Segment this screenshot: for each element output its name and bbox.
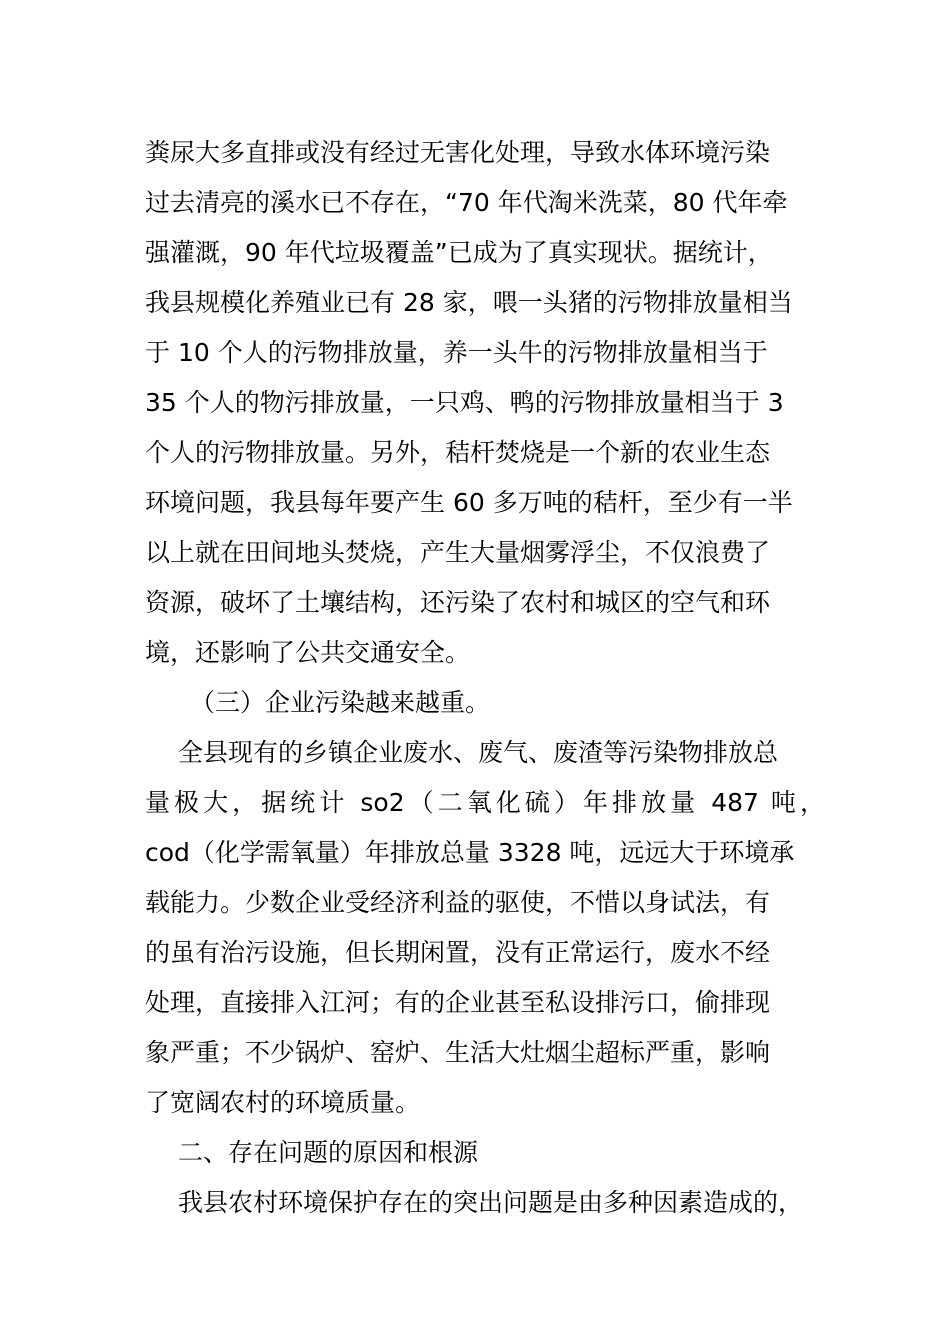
paragraph-line: 量极大，据统计 so2（二氧化硫）年排放量 487 吨， — [145, 788, 825, 817]
paragraph-line: 35 个人的物污排放量，一只鸡、鸭的污物排放量相当于 3 — [145, 388, 784, 417]
paragraph-line: 境，还影响了公共交通安全。 — [145, 638, 471, 667]
paragraph-line: 我县规模化养殖业已有 28 家，喂一头猪的污物排放量相当 — [145, 288, 793, 317]
paragraph-line: 资源，破坏了土壤结构，还污染了农村和城区的空气和环 — [145, 588, 771, 617]
document-body — [145, 128, 825, 1228]
paragraph-line: 象严重；不少锅炉、窑炉、生活大灶烟尘超标严重，影响 — [145, 1038, 771, 1067]
paragraph-line: 过去清亮的溪水已不存在，“70 年代淘米洗菜，80 代年牵 — [145, 188, 788, 217]
subheading-enterprise-pollution: （三）企业污染越来越重。 — [190, 688, 491, 717]
paragraph-line: 环境问题，我县每年要产生 60 多万吨的秸杆，至少有一半 — [145, 488, 793, 517]
paragraph-line: 以上就在田间地头焚烧，产生大量烟雾浮尘，不仅浪费了 — [145, 538, 771, 567]
paragraph-line: 的虽有治污设施，但长期闲置，没有正常运行，废水不经 — [145, 938, 771, 967]
section-heading-causes: 二、存在问题的原因和根源 — [178, 1138, 479, 1167]
paragraph-line: cod（化学需氧量）年排放总量 3328 吨，远远大于环境承 — [145, 838, 795, 867]
paragraph-line: 于 10 个人的污物排放量，养一头牛的污物排放量相当于 — [145, 338, 768, 367]
paragraph-line: 载能力。少数企业受经济利益的驱使，不惜以身试法，有 — [145, 888, 771, 917]
paragraph-line: 强灌溉，90 年代垃圾覆盖”已成为了真实现状。据统计， — [145, 238, 773, 267]
paragraph-line: 了宽阔农村的环境质量。 — [145, 1088, 421, 1117]
paragraph-line: 个人的污物排放量。另外，秸杆焚烧是一个新的农业生态 — [145, 438, 771, 467]
paragraph-line: 处理，直接排入江河；有的企业甚至私设排污口，偷排现 — [145, 988, 771, 1017]
paragraph-line: 全县现有的乡镇企业废水、废气、废渣等污染物排放总 — [178, 738, 779, 767]
paragraph-line: 我县农村环境保护存在的突出问题是由多种因素造成的， — [178, 1188, 804, 1217]
paragraph-line: 粪尿大多直排或没有经过无害化处理，导致水体环境污染 — [145, 138, 771, 167]
